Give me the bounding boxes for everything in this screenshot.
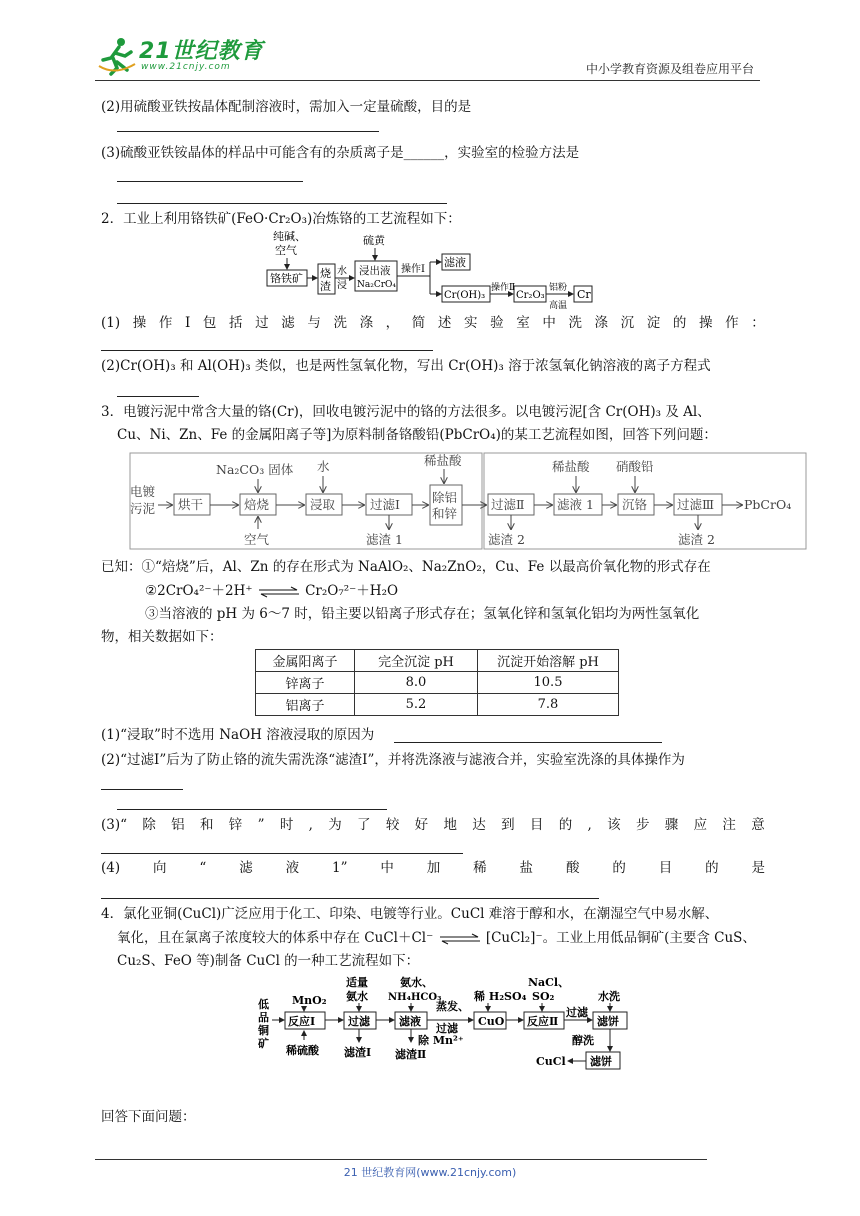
text-segment: 除 bbox=[142, 817, 156, 833]
text-segment: 中 bbox=[380, 860, 394, 876]
text-segment: 室 bbox=[516, 315, 530, 331]
flow-box-ore: 铬铁矿 bbox=[270, 272, 303, 285]
q3-known1: 已知：①“焙烧”后，Al、Zn 的存在形式为 NaAlO₂、Na₂ZnO₂，Cu、Fe 以最高价氧化物的形式存在 bbox=[101, 559, 711, 575]
q3-known3: ③当溶液的 pH 为 6～7 时，铅主要以铅离子形式存在；氢氧化锌和氢氧化铝均为两性氢氧化 bbox=[145, 606, 700, 622]
flow-label: 水洗 bbox=[598, 990, 620, 1003]
answer-blank[interactable] bbox=[394, 742, 662, 743]
text-segment: 较 bbox=[385, 817, 400, 833]
flow-label-residue2: 滤渣 2 bbox=[488, 532, 525, 547]
equation-left: ②2CrO₄²⁻＋2H⁺ bbox=[145, 583, 253, 599]
table-header-cell: 沉淀开始溶解 pH bbox=[478, 650, 619, 672]
flow-label: 操作Ⅰ bbox=[401, 264, 425, 275]
flow-label: 浸 bbox=[337, 280, 347, 291]
q3-intro-line2: Cu、Ni、Zn、Fe 的金属阳离子等]为原料制备铬酸铅(PbCrO₄)的某工艺流程如图，回答下列问题： bbox=[117, 427, 717, 443]
text-segment: 加 bbox=[426, 860, 441, 876]
q3-part2-text: (2)“过滤Ⅰ”后为了防止铬的流失需洗涤“滤渣Ⅰ”，并将洗涤液与滤液合并，实验室洗涤的具体操作为 bbox=[101, 752, 685, 768]
page-footer[interactable]: 21 世纪教育网(www.21cnjy.com) bbox=[343, 1166, 517, 1179]
answer-blank[interactable] bbox=[101, 898, 599, 899]
flow-box-filter: 过滤 bbox=[348, 1015, 370, 1028]
text-segment: 酸 bbox=[565, 860, 580, 876]
flow-label: 滤渣Ⅱ bbox=[395, 1048, 427, 1061]
logo-text: 21世纪教育 bbox=[139, 39, 264, 64]
q1-part3-text: (3)硫酸亚铁铵晶体的样品中可能含有的杂质离子是______，实验室的检验方法是 bbox=[101, 145, 580, 161]
flow-box-dry: 烘干 bbox=[178, 497, 204, 512]
text-segment: 时 bbox=[279, 817, 294, 833]
ph-data-table bbox=[255, 649, 619, 716]
flow-box-remove: 和锌 bbox=[432, 506, 458, 521]
flow-box-roast: 烧 bbox=[320, 267, 331, 280]
text-segment: 的 bbox=[705, 860, 719, 876]
flow-label: 稀硫酸 bbox=[286, 1044, 319, 1057]
text-segment: 淀 bbox=[646, 315, 661, 331]
answer-blank[interactable] bbox=[117, 203, 447, 204]
text-segment: 向 bbox=[153, 860, 167, 876]
flow-label: 适量 bbox=[346, 976, 368, 989]
flow-label: 蒸发、 bbox=[436, 1000, 469, 1013]
flow-label: CuCl bbox=[536, 1055, 566, 1068]
text-segment: 地 bbox=[443, 817, 457, 833]
text-segment: 盐 bbox=[519, 860, 534, 876]
text-segment: 洗 bbox=[333, 315, 347, 331]
text-segment: 涤 bbox=[359, 315, 374, 331]
flow-box-cr: Cr bbox=[577, 288, 591, 301]
flow-label: NaCl、 bbox=[528, 976, 570, 989]
text-segment: 目 bbox=[658, 860, 673, 876]
answer-blank[interactable] bbox=[117, 181, 303, 182]
flow-label: 醇洗 bbox=[572, 1034, 594, 1047]
equilibrium-arrow-icon bbox=[257, 586, 301, 598]
table-row bbox=[256, 672, 619, 694]
text-segment: 作 bbox=[725, 315, 739, 331]
text-segment: 为 bbox=[328, 817, 342, 833]
page-header bbox=[95, 30, 760, 81]
table-cell: 7.8 bbox=[478, 694, 619, 716]
flow-label: 除 Mn²⁺ bbox=[418, 1034, 464, 1047]
flow-box-precip: 沉铬 bbox=[622, 497, 648, 512]
text-segment: 1” bbox=[331, 860, 348, 876]
flow-label: 纯碱、 bbox=[273, 230, 306, 243]
flow-label: 空气 bbox=[275, 244, 297, 257]
text-segment: , bbox=[587, 817, 592, 833]
flow-label-sludge: 污泥 bbox=[130, 501, 156, 516]
flow-box-residue: 渣 bbox=[320, 280, 331, 293]
q4-intro-line3: Cu₂S、FeO 等)制备 CuCl 的一种工艺流程如下： bbox=[117, 953, 420, 969]
text-segment: Ⅰ bbox=[184, 315, 191, 331]
text-segment: 骤 bbox=[664, 817, 679, 833]
q3-intro-line1: 3．电镀污泥中常含大量的铬(Cr)，回收电镀污泥中的铬的方法很多。以电镀污泥[含 Cr(OH)₃ 及 Al、 bbox=[101, 404, 711, 420]
flow-label-hcl: 稀盐酸 bbox=[424, 453, 462, 468]
platform-name: 中小学教育资源及组卷应用平台 bbox=[585, 62, 754, 76]
flow-box-cr2o3: Cr₂O₃ bbox=[516, 290, 545, 301]
flow-label-na2co3: Na₂CO₃ 固体 bbox=[216, 462, 294, 477]
flow-label-hcl: 稀盐酸 bbox=[552, 459, 590, 474]
text-segment: 操 bbox=[698, 315, 713, 331]
text-segment: 该 bbox=[607, 817, 621, 833]
text-segment: 是 bbox=[751, 860, 765, 876]
flow-label: 水 bbox=[337, 266, 347, 277]
table-cell: 锌离子 bbox=[256, 672, 355, 694]
flow-label-air: 空气 bbox=[244, 532, 270, 547]
flow-box-filter3: 过滤Ⅲ bbox=[677, 497, 715, 512]
q2-intro: 2．工业上利用铬铁矿(FeO·Cr₂O₃)冶炼铬的工艺流程如下： bbox=[101, 211, 461, 227]
answer-blank[interactable] bbox=[101, 789, 183, 790]
text-segment: 达 bbox=[472, 817, 486, 833]
text-segment: 到 bbox=[501, 817, 515, 833]
flow-label-ore: 矿 bbox=[258, 1037, 269, 1050]
q3-part1-text: (1)“浸取”时不选用 NaOH 溶液浸取的原因为 bbox=[101, 727, 375, 743]
text-segment: ， bbox=[385, 315, 400, 331]
text-segment: 操 bbox=[132, 315, 147, 331]
text-segment: 的 bbox=[558, 817, 573, 833]
text-segment: 锌 bbox=[228, 817, 243, 833]
text-segment: “ bbox=[199, 860, 207, 876]
flow-label-product: PbCrO₄ bbox=[744, 497, 792, 512]
flow-label: 铝粉 bbox=[549, 283, 568, 293]
flow-box-cake: 滤饼 bbox=[590, 1055, 612, 1068]
flow-label: NH₄HCO₃ bbox=[388, 992, 442, 1003]
flow-label: 过滤 bbox=[566, 1006, 588, 1019]
q3-part4-text bbox=[101, 858, 765, 878]
text-segment: 滤 bbox=[239, 860, 253, 876]
flow-box-react2: 反应Ⅱ bbox=[527, 1015, 559, 1028]
flow-box-leach: 浸出液 bbox=[359, 265, 391, 277]
text-segment: ” bbox=[257, 817, 265, 833]
table-header-cell: 金属阳离子 bbox=[256, 650, 355, 672]
table-cell: 5.2 bbox=[355, 694, 478, 716]
text-segment: ： bbox=[751, 315, 765, 331]
flow-label: MnO₂ bbox=[292, 994, 327, 1007]
flow-label-ore: 低 bbox=[258, 998, 269, 1011]
flow-label-ore: 品 bbox=[258, 1011, 269, 1024]
text-segment: 沉 bbox=[620, 315, 635, 331]
table-header-row bbox=[256, 650, 619, 672]
text-segment: 稀 bbox=[473, 860, 487, 876]
text-segment: 括 bbox=[229, 315, 243, 331]
answer-blank[interactable] bbox=[117, 396, 199, 397]
flow-box-filtrate: 滤液 bbox=[444, 256, 466, 269]
flow-box-leach: 浸取 bbox=[310, 497, 336, 512]
flow-label: 氨水、 bbox=[400, 976, 433, 989]
text-segment: 铝 bbox=[171, 817, 185, 833]
flow-label-residue2: 滤渣 2 bbox=[678, 532, 715, 547]
flow-label: SO₂ bbox=[532, 990, 555, 1003]
text-segment: 滤 bbox=[281, 315, 295, 331]
text-segment: 步 bbox=[635, 817, 650, 833]
answer-blank[interactable] bbox=[117, 809, 387, 810]
text-segment: 过 bbox=[255, 315, 269, 331]
q1-part2-text: (2)用硫酸亚铁按晶体配制溶液时，需加入一定量硫酸，目的是 bbox=[101, 99, 472, 115]
flow-box-filter2: 过滤Ⅱ bbox=[491, 497, 525, 512]
text-segment: 包 bbox=[202, 315, 217, 331]
text-segment: 意 bbox=[751, 817, 765, 833]
flow-label-residue1: 滤渣 1 bbox=[366, 532, 403, 547]
text-segment: 注 bbox=[722, 817, 736, 833]
answer-blank[interactable] bbox=[101, 350, 433, 351]
flow-label: 高温 bbox=[549, 301, 568, 310]
text-segment: 好 bbox=[414, 817, 429, 833]
text-segment: 涤 bbox=[594, 315, 609, 331]
q3-part3-text bbox=[101, 815, 765, 835]
flow-label-leadnitrate: 硝酸铅 bbox=[616, 459, 654, 474]
flow-label: 氨水 bbox=[346, 990, 368, 1003]
text-segment: 简 bbox=[411, 315, 426, 331]
flow-box-leach: Na₂CrO₄ bbox=[357, 280, 397, 290]
q3-flow-diagram bbox=[128, 449, 810, 555]
flow-label: 硫黄 bbox=[363, 234, 385, 247]
table-cell: 铝离子 bbox=[256, 694, 355, 716]
text-segment: 液 bbox=[285, 860, 300, 876]
text-segment: , bbox=[308, 817, 313, 833]
flow-label-water: 水 bbox=[317, 459, 330, 474]
text-segment: (3)“ bbox=[101, 817, 128, 833]
table-row bbox=[256, 694, 619, 716]
table-cell: 10.5 bbox=[478, 672, 619, 694]
site-logo[interactable] bbox=[95, 30, 265, 78]
text-segment: 应 bbox=[693, 817, 708, 833]
answer-blank[interactable] bbox=[117, 131, 379, 132]
q2-part1-text bbox=[101, 313, 765, 333]
flow-box-cuo: CuO bbox=[478, 1015, 505, 1028]
flow-label: 稀 H₂SO₄ bbox=[474, 990, 527, 1003]
text-segment: (4) bbox=[101, 860, 121, 876]
flow-label-ore: 铜 bbox=[258, 1024, 269, 1037]
text-segment: 作 bbox=[158, 315, 173, 331]
q2-part2-text: (2)Cr(OH)₃ 和 Al(OH)₃ 类似，也是两性氢氧化物，写出 Cr(OH)₃ 溶于浓氢氧化钠溶液的离子方程式 bbox=[101, 358, 711, 374]
flow-box-filtrate1: 滤液 1 bbox=[557, 497, 594, 512]
flow-box-croh3: Cr(OH)₃ bbox=[444, 290, 486, 301]
q4-flow-diagram bbox=[252, 974, 642, 1080]
text-segment: 了 bbox=[357, 817, 371, 833]
flow-box-roast: 焙烧 bbox=[244, 497, 270, 512]
q3-known3b: 物，相关数据如下： bbox=[101, 629, 223, 645]
text-segment: 与 bbox=[307, 315, 321, 331]
text-segment: 述 bbox=[437, 315, 452, 331]
q2-flow-diagram bbox=[255, 228, 605, 314]
flow-box-cake: 滤饼 bbox=[597, 1015, 619, 1028]
flow-box-remove: 除铝 bbox=[432, 490, 458, 505]
equation-right: [CuCl₂]⁻。工业上用低品铜矿(主要含 CuS、 bbox=[485, 930, 756, 946]
table-cell: 8.0 bbox=[355, 672, 478, 694]
q4-answer-prompt: 回答下面问题： bbox=[101, 1109, 196, 1125]
flow-box-filter1: 过滤Ⅰ bbox=[370, 497, 400, 512]
flow-label: 滤渣Ⅰ bbox=[344, 1046, 372, 1059]
runner-icon bbox=[97, 36, 137, 76]
q4-intro-line2 bbox=[117, 928, 756, 948]
text-segment: (1) bbox=[101, 315, 121, 331]
footer-divider bbox=[95, 1159, 707, 1160]
text-segment: 的 bbox=[672, 315, 687, 331]
flow-box-react1: 反应Ⅰ bbox=[288, 1015, 316, 1028]
table-header-cell: 完全沉淀 pH bbox=[355, 650, 478, 672]
equilibrium-arrow-icon bbox=[438, 933, 482, 945]
logo-url: www.21cnjy.com bbox=[141, 62, 231, 72]
text-segment: 和 bbox=[199, 817, 214, 833]
text-segment: 洗 bbox=[568, 315, 582, 331]
q4-intro-line1: 4．氯化亚铜(CuCl)广泛应用于化工、印染、电镀等行业。CuCl 难溶于醇和水，在潮湿空气中易水解、 bbox=[101, 906, 719, 922]
text-segment: 实 bbox=[464, 315, 478, 331]
answer-blank[interactable] bbox=[101, 853, 463, 854]
flow-box-filtrate: 滤液 bbox=[399, 1015, 421, 1028]
flow-label: 过滤 bbox=[436, 1022, 458, 1035]
text-segment: 目 bbox=[529, 817, 544, 833]
q3-known2 bbox=[145, 581, 398, 601]
text-segment: 的 bbox=[612, 860, 626, 876]
text-segment: 中 bbox=[542, 315, 556, 331]
equation-right: Cr₂O₇²⁻＋H₂O bbox=[305, 583, 399, 599]
flow-label-sludge: 电镀 bbox=[130, 484, 156, 499]
equation-left: 氧化，且在氯离子浓度较大的体系中存在 CuCl＋Cl⁻ bbox=[117, 930, 434, 946]
text-segment: 验 bbox=[490, 315, 504, 331]
flow-label: 操作Ⅱ bbox=[491, 283, 516, 293]
